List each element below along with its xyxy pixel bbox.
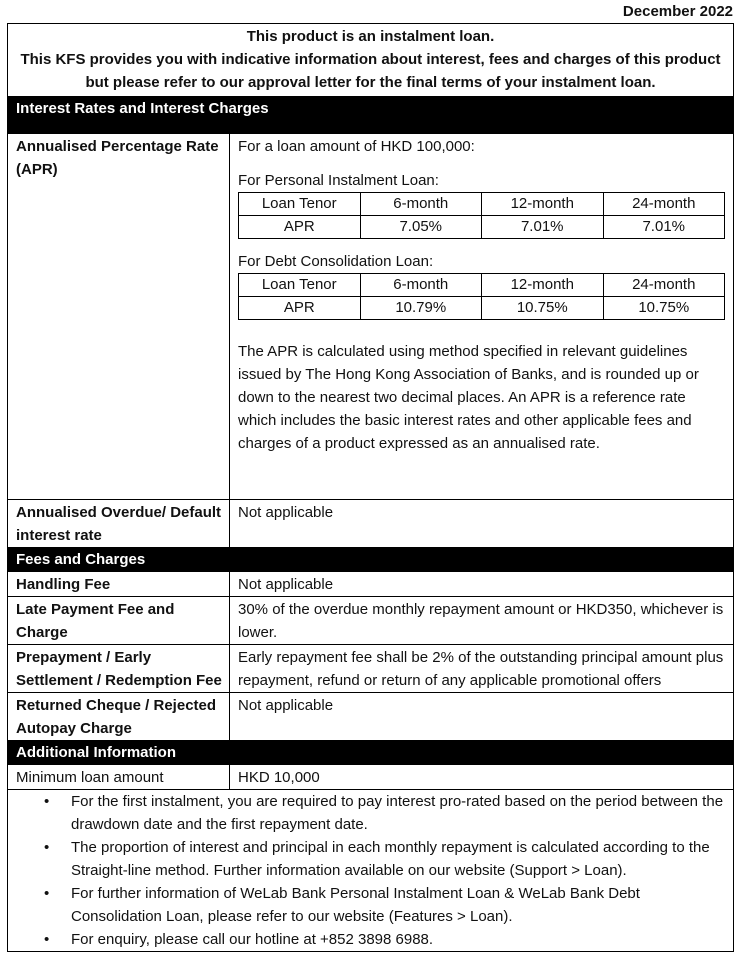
apr-note: The APR is calculated using method specified in relevant guidelines issued by The Hong Kong Association of Banks, and is rounded up or down to the nearest two decimal places. An APR is a reference rate which includes the basic interest rates and other applicable fees and charges of a product expressed as an annualised rate. (238, 343, 699, 452)
table-cell: 7.05% (360, 216, 482, 239)
notes-cell (8, 790, 734, 952)
table-cell: 12-month (482, 274, 604, 297)
intro-line-2: This KFS provides you with indicative information about interest, fees and charges of this product but please refer to our approval letter for the final terms of your instalment loan. (20, 51, 721, 91)
list-item: • For further information of WeLab Bank Personal Instalment Loan & WeLab Bank Debt Consolidation Loan, please refer to our website (Features > Loan). (8, 882, 727, 928)
fee-label: Returned Cheque / Rejected Autopay Charge (8, 693, 230, 741)
apr-row (8, 134, 734, 500)
intro-line-1: This product is an instalment loan. (246, 28, 495, 45)
table-cell: 6-month (360, 274, 482, 297)
debt-loan-title: For Debt Consolidation Loan: (238, 253, 434, 270)
section-header-fees (8, 548, 734, 572)
fee-value: Not applicable (230, 693, 734, 741)
table-cell: 24-month (603, 193, 725, 216)
fee-row (8, 645, 734, 693)
table-cell: APR (239, 297, 361, 320)
table-cell: Loan Tenor (239, 274, 361, 297)
table-cell: 10.75% (482, 297, 604, 320)
table-cell: APR (239, 216, 361, 239)
overdue-value: Not applicable (230, 500, 734, 548)
table-row (239, 297, 725, 320)
fee-label: Late Payment Fee and Charge (8, 597, 230, 645)
document-date: December 2022 (622, 3, 733, 20)
min-loan-label: Minimum loan amount (8, 765, 230, 790)
overdue-row (8, 500, 734, 548)
section-header-additional (8, 741, 734, 765)
apr-label: Annualised Percentage Rate (APR) (8, 134, 230, 500)
table-cell: 6-month (360, 193, 482, 216)
apr-value (230, 134, 734, 500)
notes-list (8, 790, 733, 951)
intro-cell (8, 24, 734, 97)
section-title-additional: Additional Information (8, 741, 734, 765)
table-cell: 24-month (603, 274, 725, 297)
section-title-interest: Interest Rates and Interest Charges (8, 97, 734, 134)
fee-value: Early repayment fee shall be 2% of the outstanding principal amount plus repayment, refund or return of any applicable promotional offers (230, 645, 734, 693)
apr-intro: For a loan amount of HKD 100,000: (238, 138, 475, 155)
table-cell: 7.01% (482, 216, 604, 239)
table-cell: Loan Tenor (239, 193, 361, 216)
table-header-row (239, 274, 725, 297)
fee-row (8, 693, 734, 741)
fee-row (8, 597, 734, 645)
section-header-interest (8, 97, 734, 134)
min-loan-row (8, 765, 734, 790)
fee-row (8, 572, 734, 597)
table-header-row (239, 193, 725, 216)
fee-label: Handling Fee (8, 572, 230, 597)
min-loan-value: HKD 10,000 (230, 765, 734, 790)
list-item: • For enquiry, please call our hotline at +852 3898 6988. (8, 928, 727, 951)
table-cell: 7.01% (603, 216, 725, 239)
fee-label: Prepayment / Early Settlement / Redemption Fee (8, 645, 230, 693)
notes-row (8, 790, 734, 952)
debt-loan-apr-table (238, 273, 725, 320)
fee-value: 30% of the overdue monthly repayment amount or HKD350, whichever is lower. (230, 597, 734, 645)
personal-loan-title: For Personal Instalment Loan: (238, 172, 439, 189)
table-cell: 10.75% (603, 297, 725, 320)
section-title-fees: Fees and Charges (8, 548, 734, 572)
list-item: • The proportion of interest and principal in each monthly repayment is calculated according to the Straight-line method. Further information available on our website (Support > Loan). (8, 836, 727, 882)
key-facts-table (7, 23, 734, 952)
fee-value: Not applicable (230, 572, 734, 597)
list-item: • For the first instalment, you are required to pay interest pro-rated based on the period between the drawdown date and the first repayment date. (8, 790, 727, 836)
personal-loan-apr-table (238, 192, 725, 239)
table-cell: 12-month (482, 193, 604, 216)
table-cell: 10.79% (360, 297, 482, 320)
overdue-label: Annualised Overdue/ Default interest rate (8, 500, 230, 548)
intro-row (8, 24, 734, 97)
table-row (239, 216, 725, 239)
